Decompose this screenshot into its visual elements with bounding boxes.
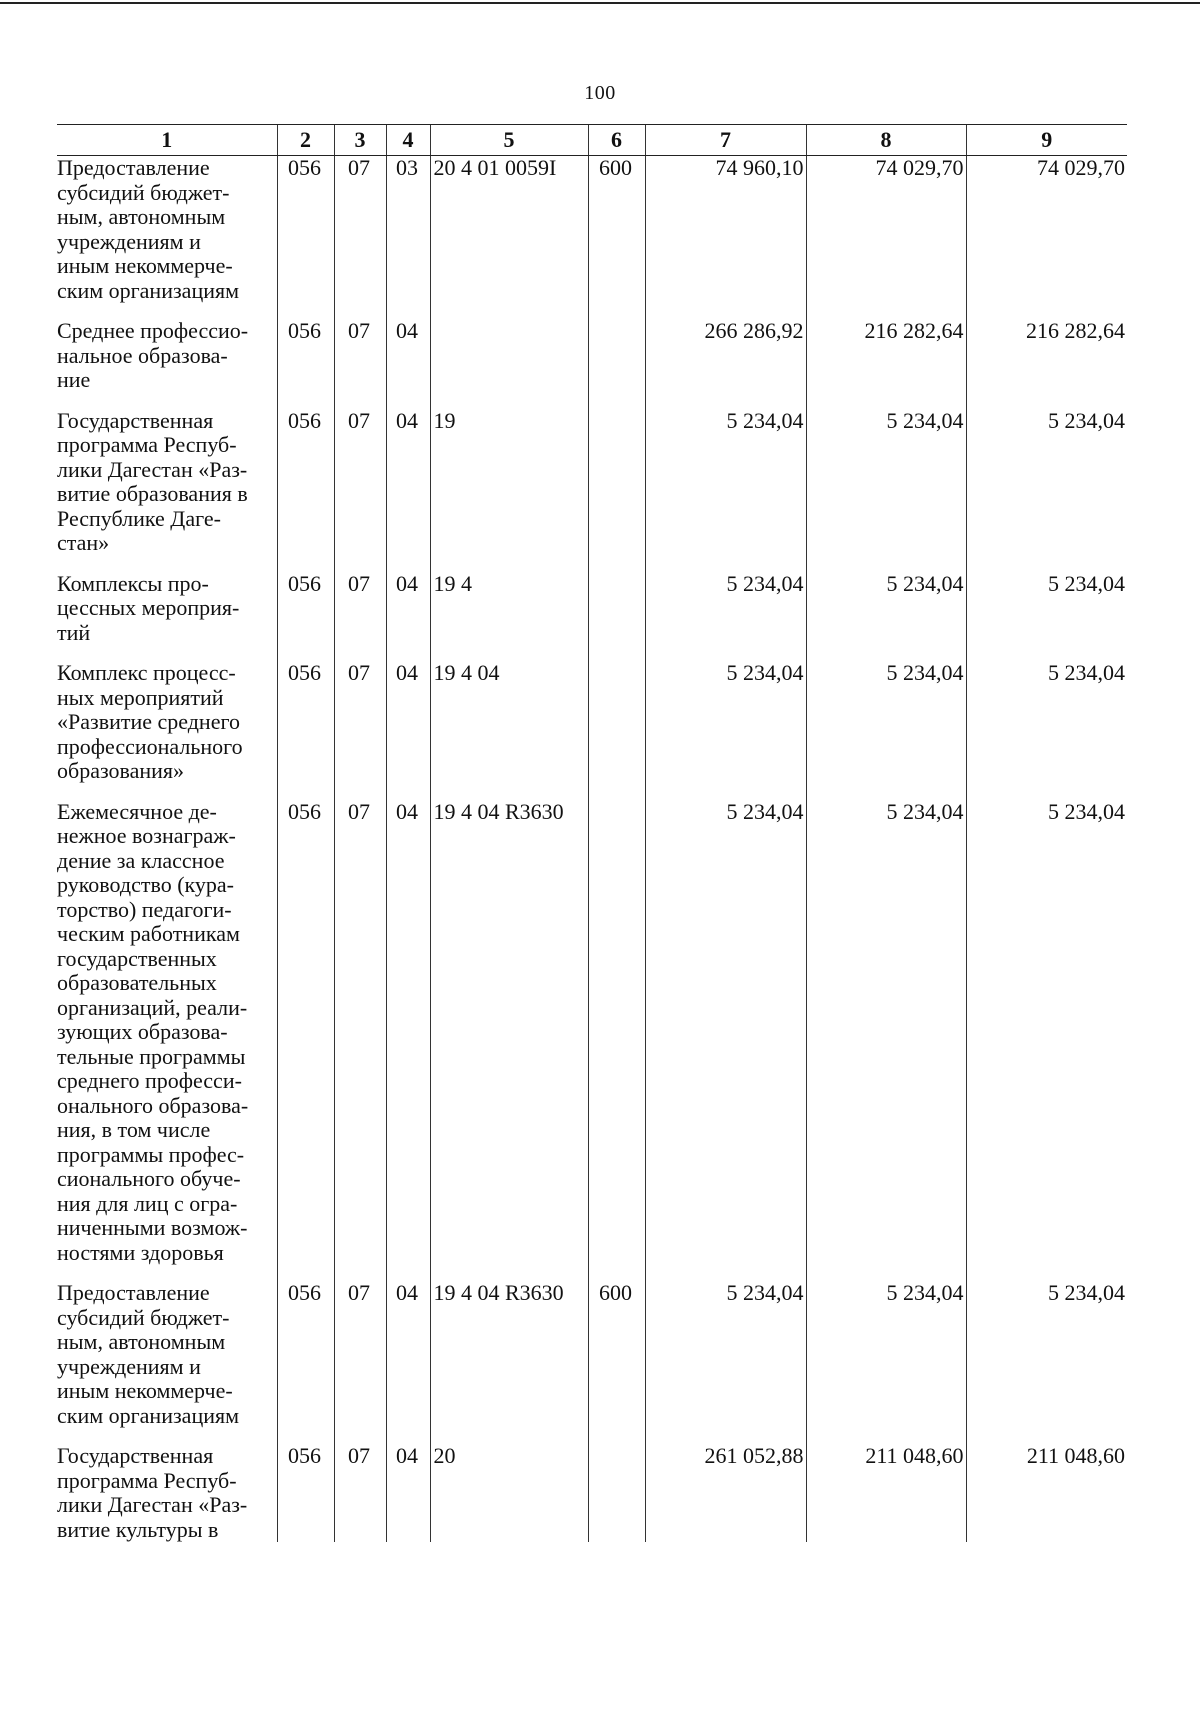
table-body <box>57 156 1127 1543</box>
row-description: Комплексы про- цессных мероприя- тий <box>57 570 240 645</box>
cell-col-5 <box>430 319 588 393</box>
row-description: Предоставление субсидий бюджет- ным, автономным учреждениям и иным некоммерче- ским организациям <box>57 155 240 303</box>
row-spacer <box>57 1428 1127 1444</box>
cell-col-8: 5 234,04 <box>806 800 966 1266</box>
table-row <box>57 661 1127 784</box>
header-col-7: 7 <box>645 125 806 156</box>
cell-col-2: 056 <box>277 409 334 556</box>
cell-col-4: 04 <box>386 572 430 646</box>
cell-col-9: 216 282,64 <box>966 319 1127 393</box>
table-row <box>57 409 1127 556</box>
cell-col-2: 056 <box>277 319 334 393</box>
cell-col-3: 07 <box>334 1281 386 1428</box>
cell-col-4: 04 <box>386 1281 430 1428</box>
cell-col-8: 5 234,04 <box>806 661 966 784</box>
cell-col-5: 20 4 01 0059I <box>430 156 588 304</box>
cell-col-8: 5 234,04 <box>806 572 966 646</box>
row-description: Среднее профессио- нальное образова- ние <box>57 318 249 392</box>
header-col-6: 6 <box>588 125 645 156</box>
row-description: Предоставление субсидий бюджет- ным, автономным учреждениям и иным некоммерче- ским организациям <box>57 1280 240 1428</box>
header-col-4: 4 <box>386 125 430 156</box>
table-row <box>57 156 1127 304</box>
cell-col-7: 5 234,04 <box>645 661 806 784</box>
cell-col-2: 056 <box>277 572 334 646</box>
cell-col-4: 04 <box>386 800 430 1266</box>
header-col-5: 5 <box>430 125 588 156</box>
cell-col-5: 19 4 04 R3630 <box>430 1281 588 1428</box>
cell-col-4: 04 <box>386 409 430 556</box>
cell-col-9: 5 234,04 <box>966 572 1127 646</box>
cell-col-6 <box>588 572 645 646</box>
cell-col-9: 5 234,04 <box>966 661 1127 784</box>
row-description: Государственная программа Респуб- лики Дагестан «Раз- витие культуры в <box>57 1443 248 1542</box>
header-col-2: 2 <box>277 125 334 156</box>
cell-col-3: 07 <box>334 1444 386 1542</box>
cell-col-6 <box>588 319 645 393</box>
cell-col-8: 216 282,64 <box>806 319 966 393</box>
cell-col-7: 5 234,04 <box>645 800 806 1266</box>
cell-col-3: 07 <box>334 319 386 393</box>
cell-col-2: 056 <box>277 156 334 304</box>
cell-col-7: 266 286,92 <box>645 319 806 393</box>
cell-col-6 <box>588 800 645 1266</box>
cell-col-7: 261 052,88 <box>645 1444 806 1542</box>
cell-col-9: 5 234,04 <box>966 409 1127 556</box>
cell-col-8: 211 048,60 <box>806 1444 966 1542</box>
cell-col-7: 74 960,10 <box>645 156 806 304</box>
cell-col-2: 056 <box>277 1281 334 1428</box>
row-spacer <box>57 556 1127 572</box>
cell-col-6 <box>588 1444 645 1542</box>
cell-col-5: 20 <box>430 1444 588 1542</box>
row-spacer <box>57 303 1127 319</box>
cell-col-3: 07 <box>334 661 386 784</box>
cell-col-7: 5 234,04 <box>645 409 806 556</box>
table-row <box>57 572 1127 646</box>
cell-col-5: 19 4 04 R3630 <box>430 800 588 1266</box>
cell-col-3: 07 <box>334 156 386 304</box>
row-spacer <box>57 393 1127 409</box>
cell-col-3: 07 <box>334 572 386 646</box>
table-header-row <box>57 125 1127 156</box>
header-col-8: 8 <box>806 125 966 156</box>
table-row <box>57 1444 1127 1542</box>
cell-col-3: 07 <box>334 800 386 1266</box>
header-col-1: 1 <box>57 125 277 156</box>
cell-col-6 <box>588 661 645 784</box>
row-spacer <box>57 1265 1127 1281</box>
cell-col-4: 03 <box>386 156 430 304</box>
cell-col-7: 5 234,04 <box>645 572 806 646</box>
cell-col-8: 74 029,70 <box>806 156 966 304</box>
cell-col-9: 5 234,04 <box>966 1281 1127 1428</box>
row-description: Ежемесячное де- нежное вознаграж- дение за классное руководство (кура- торство) педагоги- ческим работникам государственных образовательных организаций, реали- зующих образова- тельные программы среднего професси- онального образова- ния, в том числе программы профес- сионального обуче- ния для лиц с огра- ниченными возмож- ностями здоровья <box>57 798 249 1265</box>
cell-col-5: 19 4 <box>430 572 588 646</box>
row-spacer <box>57 645 1127 661</box>
cell-col-9: 5 234,04 <box>966 800 1127 1266</box>
cell-col-9: 211 048,60 <box>966 1444 1127 1542</box>
row-description: Государственная программа Респуб- лики Дагестан «Раз- витие образования в Республике Даге- стан» <box>57 407 248 555</box>
cell-col-5: 19 4 04 <box>430 661 588 784</box>
cell-col-2: 056 <box>277 800 334 1266</box>
cell-col-9: 74 029,70 <box>966 156 1127 304</box>
cell-col-6: 600 <box>588 1281 645 1428</box>
cell-col-2: 056 <box>277 661 334 784</box>
cell-col-3: 07 <box>334 409 386 556</box>
cell-col-4: 04 <box>386 1444 430 1542</box>
page-number: 100 <box>584 82 616 104</box>
table-row <box>57 1281 1127 1428</box>
cell-col-8: 5 234,04 <box>806 1281 966 1428</box>
cell-col-5: 19 <box>430 409 588 556</box>
cell-col-2: 056 <box>277 1444 334 1542</box>
header-col-9: 9 <box>966 125 1127 156</box>
cell-col-6: 600 <box>588 156 645 304</box>
table-row <box>57 800 1127 1266</box>
row-spacer <box>57 784 1127 800</box>
cell-col-4: 04 <box>386 661 430 784</box>
top-border-line <box>0 2 1200 4</box>
header-col-3: 3 <box>334 125 386 156</box>
cell-col-4: 04 <box>386 319 430 393</box>
cell-col-8: 5 234,04 <box>806 409 966 556</box>
budget-table <box>57 124 1127 1542</box>
cell-col-7: 5 234,04 <box>645 1281 806 1428</box>
row-description: Комплекс процесс- ных мероприятий «Развитие среднего профессионального образования» <box>57 660 243 783</box>
table-row <box>57 319 1127 393</box>
cell-col-6 <box>588 409 645 556</box>
